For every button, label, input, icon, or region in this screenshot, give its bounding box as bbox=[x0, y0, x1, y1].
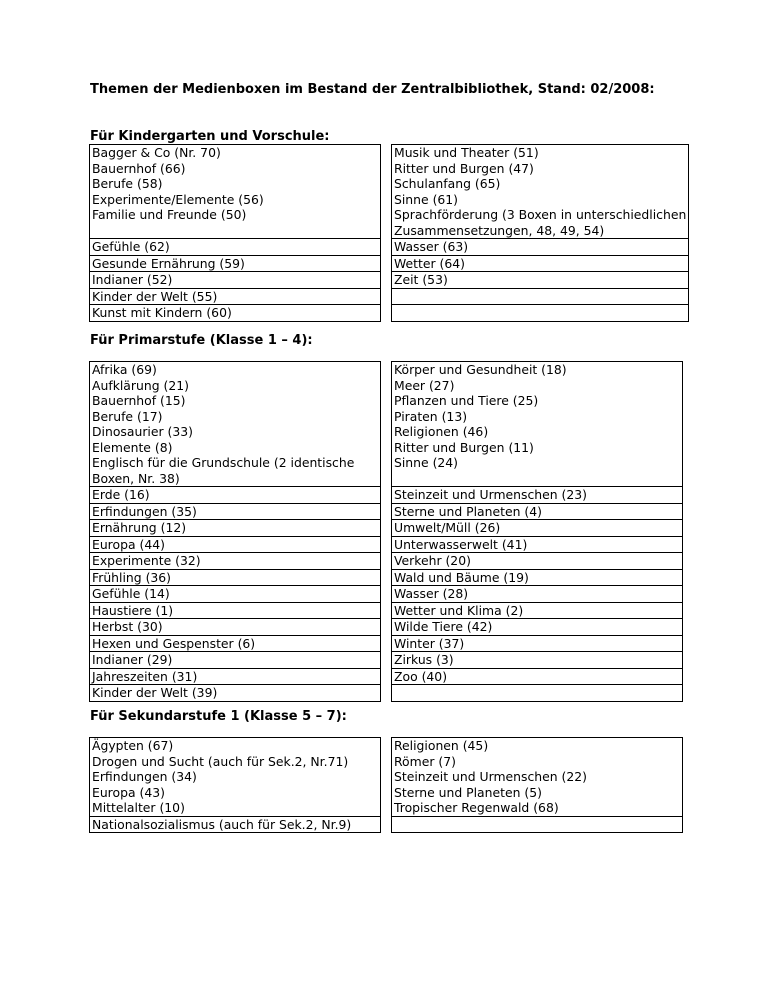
list-item: Zoo (40) bbox=[394, 668, 448, 684]
list-item: Verkehr (20) bbox=[394, 553, 471, 568]
list-item: Schulanfang (65) bbox=[394, 176, 501, 191]
list-item bbox=[394, 305, 686, 321]
list-item: Kinder der Welt (55) bbox=[92, 288, 218, 304]
list-item: Steinzeit und Urmenschen (23) bbox=[394, 487, 587, 502]
list-item: Wetter (64) bbox=[394, 255, 465, 271]
list-item: Erfindungen (35) bbox=[92, 503, 197, 519]
list-item bbox=[394, 685, 680, 701]
list-item: Mittelalter (10) bbox=[92, 800, 185, 815]
list-item: Europa (43) bbox=[92, 784, 165, 800]
list-item: Meer (27) bbox=[394, 377, 455, 393]
table-cell-left bbox=[90, 738, 381, 817]
list-item bbox=[394, 817, 680, 833]
list-item: Pflanzen und Tiere (25) bbox=[394, 393, 539, 408]
table-row bbox=[90, 487, 683, 504]
list-item: Englisch für die Grundschule (2 identische bbox=[92, 455, 355, 470]
list-item: Umwelt/Müll (26) bbox=[394, 520, 501, 535]
table-row bbox=[90, 602, 683, 619]
list-item: Bauernhof (66) bbox=[92, 160, 186, 176]
table-row bbox=[90, 305, 689, 322]
list-item: Drogen und Sucht (auch für Sek.2, Nr.71) bbox=[92, 753, 349, 769]
section-heading-kindergarten: Für Kindergarten und Vorschule: bbox=[90, 129, 330, 144]
table-row bbox=[90, 536, 683, 553]
list-item: Familie und Freunde (50) bbox=[92, 207, 247, 222]
list-item: Sterne und Planeten (5) bbox=[394, 784, 542, 800]
table-row bbox=[90, 816, 683, 833]
list-item: Zusammensetzungen, 48, 49, 54) bbox=[394, 222, 605, 238]
table-row bbox=[90, 685, 683, 702]
list-item bbox=[92, 223, 378, 239]
table-row bbox=[90, 255, 689, 272]
table-row bbox=[90, 586, 683, 603]
table-kindergarten bbox=[89, 144, 689, 322]
table-row bbox=[90, 520, 683, 537]
list-item: Erde (16) bbox=[92, 487, 150, 502]
table-row bbox=[90, 272, 689, 289]
list-item: Körper und Gesundheit (18) bbox=[394, 362, 567, 377]
list-item: Sterne und Planeten (4) bbox=[394, 503, 542, 519]
table-row bbox=[90, 652, 683, 669]
list-item: Europa (44) bbox=[92, 536, 165, 552]
list-item: Berufe (17) bbox=[92, 408, 163, 424]
list-item: Aufklärung (21) bbox=[92, 377, 189, 393]
list-item: Religionen (45) bbox=[394, 738, 489, 753]
section-heading-sekundarstufe: Für Sekundarstufe 1 (Klasse 5 – 7): bbox=[90, 709, 347, 724]
list-item: Wetter und Klima (2) bbox=[394, 602, 524, 618]
list-item: Kunst mit Kindern (60) bbox=[92, 305, 232, 320]
table-cell-right bbox=[392, 362, 683, 487]
list-item: Experimente/Elemente (56) bbox=[92, 191, 264, 207]
list-item: Winter (37) bbox=[394, 635, 465, 651]
list-item: Wald und Bäume (19) bbox=[394, 569, 529, 585]
list-item: Zirkus (3) bbox=[394, 652, 454, 667]
list-item: Ernährung (12) bbox=[92, 520, 187, 535]
list-item: Sprachförderung (3 Boxen in unterschiedlichen bbox=[394, 207, 687, 222]
list-item: Wasser (63) bbox=[394, 239, 469, 254]
table-cell-left bbox=[90, 362, 381, 487]
list-item: Ritter und Burgen (11) bbox=[394, 439, 534, 455]
table-row bbox=[90, 553, 683, 570]
list-item: Dinosaurier (33) bbox=[92, 424, 193, 439]
list-item bbox=[394, 289, 686, 305]
list-item: Kinder der Welt (39) bbox=[92, 685, 218, 700]
table-row bbox=[90, 619, 683, 636]
table-row bbox=[90, 738, 683, 817]
list-item: Hexen und Gespenster (6) bbox=[92, 635, 256, 651]
list-item: Steinzeit und Urmenschen (22) bbox=[394, 769, 587, 784]
list-item: Boxen, Nr. 38) bbox=[92, 470, 180, 486]
table-cell-left bbox=[90, 145, 381, 239]
list-item: Bagger & Co (Nr. 70) bbox=[92, 145, 221, 160]
list-item: Gesunde Ernährung (59) bbox=[92, 255, 245, 271]
list-item: Jahreszeiten (31) bbox=[92, 668, 198, 684]
table-row bbox=[90, 362, 683, 487]
list-item: Gefühle (14) bbox=[92, 586, 170, 601]
list-item: Gefühle (62) bbox=[92, 239, 170, 254]
list-item: Herbst (30) bbox=[92, 619, 163, 634]
list-item: Tropischer Regenwald (68) bbox=[394, 800, 559, 815]
table-row bbox=[90, 668, 683, 685]
section-heading-primarstufe: Für Primarstufe (Klasse 1 – 4): bbox=[90, 333, 313, 348]
table-cell-right bbox=[392, 145, 689, 239]
table-row bbox=[90, 145, 689, 239]
list-item: Sinne (24) bbox=[394, 455, 459, 470]
list-item: Religionen (46) bbox=[394, 424, 489, 439]
list-item bbox=[394, 471, 680, 487]
list-item: Ägypten (67) bbox=[92, 738, 174, 753]
list-item: Experimente (32) bbox=[92, 553, 201, 568]
list-item: Ritter und Burgen (47) bbox=[394, 160, 534, 176]
list-item: Bauernhof (15) bbox=[92, 393, 186, 408]
list-item: Unterwasserwelt (41) bbox=[394, 536, 528, 552]
list-item: Musik und Theater (51) bbox=[394, 145, 539, 160]
list-item: Haustiere (1) bbox=[92, 602, 174, 618]
list-item: Wilde Tiere (42) bbox=[394, 619, 493, 634]
table-row bbox=[90, 239, 689, 256]
list-item: Sinne (61) bbox=[394, 191, 459, 207]
list-item: Wasser (28) bbox=[394, 586, 469, 601]
table-row bbox=[90, 288, 689, 305]
document-title: Themen der Medienboxen im Bestand der Zentralbibliothek, Stand: 02/2008: bbox=[90, 82, 655, 97]
table-row bbox=[90, 569, 683, 586]
list-item: Berufe (58) bbox=[92, 176, 163, 191]
table-primarstufe bbox=[89, 361, 683, 702]
list-item: Römer (7) bbox=[394, 753, 456, 769]
table-sekundarstufe bbox=[89, 737, 683, 833]
list-item: Zeit (53) bbox=[394, 272, 448, 287]
table-cell-right bbox=[392, 738, 683, 817]
list-item: Piraten (13) bbox=[394, 408, 468, 424]
list-item: Afrika (69) bbox=[92, 362, 157, 377]
list-item: Erfindungen (34) bbox=[92, 769, 197, 784]
table-row bbox=[90, 503, 683, 520]
list-item: Nationalsozialismus (auch für Sek.2, Nr.9) bbox=[92, 816, 352, 832]
table-row bbox=[90, 635, 683, 652]
list-item: Indianer (52) bbox=[92, 272, 173, 287]
list-item: Frühling (36) bbox=[92, 569, 172, 585]
list-item: Indianer (29) bbox=[92, 652, 173, 667]
list-item: Elemente (8) bbox=[92, 439, 173, 455]
